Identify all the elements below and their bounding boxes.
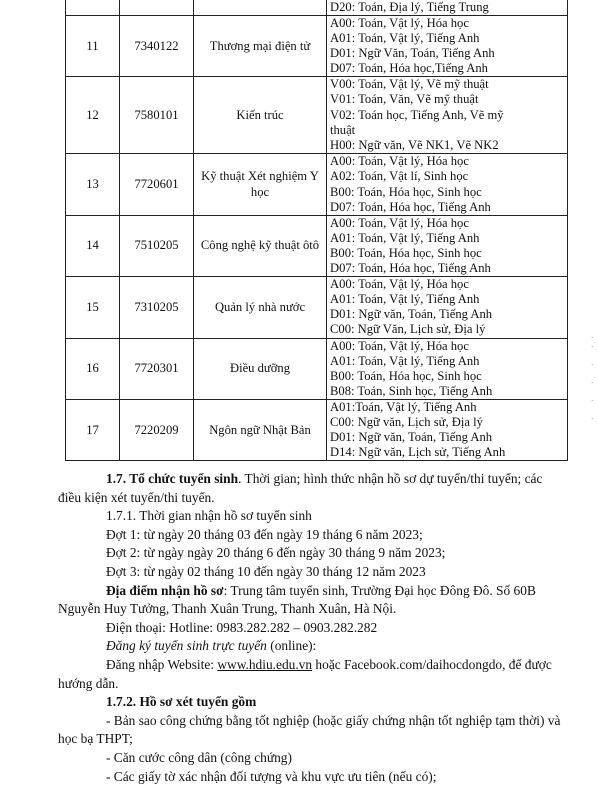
table-row (66, 338, 568, 399)
combination-line: V00: Toán, Vật lý, Vẽ mỹ thuật (330, 77, 567, 92)
major-name-cell: Điều dưỡng (194, 338, 327, 399)
table-row (66, 277, 568, 338)
combination-cell (327, 154, 568, 215)
website-text: hoặc Facebook.com/daihocdongdo, để được (312, 657, 552, 672)
combination-line: A00: Toán, Vật lý, Hóa học (330, 277, 567, 292)
major-name-cell: Quản lý nhà nước (194, 277, 327, 338)
scan-edge-artifact: · · · · · · (591, 334, 597, 424)
combination-line: D01: Ngữ Văn, Toán, Tiếng Anh (330, 46, 567, 61)
combination-cell (327, 215, 568, 276)
table-row (66, 154, 568, 215)
website-link[interactable]: www.hdiu.edu.vn (217, 657, 312, 672)
table-row (66, 215, 568, 276)
table-row (66, 399, 568, 460)
combination-line: V01: Toán, Văn, Vẽ mỹ thuật (330, 92, 567, 107)
stt-cell: 16 (66, 338, 120, 399)
combination-cell (327, 399, 568, 460)
combination-line: A02: Toán, Vật lí, Sinh học (330, 169, 567, 184)
stt-cell: 13 (66, 154, 120, 215)
code-cell: 7720601 (120, 154, 194, 215)
major-name-cell: Thương mại điện tử (194, 16, 327, 77)
major-name-cell: Ngôn ngữ Nhật Bản (194, 399, 327, 460)
stt-cell: 17 (66, 399, 120, 460)
document-item-2: - Căn cước công dân (công chứng) (82, 749, 569, 768)
combination-line: V02: Toán học, Tiếng Anh, Vẽ mỹ (330, 108, 567, 123)
combination-line: A00: Toán, Vật lý, Hóa học (330, 16, 567, 31)
combination-line: D07: Toán, Hóa học, Tiếng Anh (330, 200, 567, 215)
stt-cell: 15 (66, 277, 120, 338)
subsection-heading: 1.7.2. Hồ sơ xét tuyển gồm (106, 694, 256, 709)
combination-line: A00: Toán, Vật lý, Hóa học (330, 339, 567, 354)
combination-cell (327, 277, 568, 338)
website-prefix: Đăng nhập Website: (106, 657, 217, 672)
online-registration (82, 637, 569, 656)
major-name-cell: Công nghệ kỹ thuật ôtô (194, 215, 327, 276)
combination-line: C00: Ngữ Văn, Lịch sử, Địa lý (330, 322, 567, 337)
combination-cell (327, 16, 568, 77)
combination-line: A01:Toán, Vật lý, Tiếng Anh (330, 400, 567, 415)
code-cell: 7310205 (120, 277, 194, 338)
major-name-cell: Kỹ thuật Xét nghiệm Y học (194, 154, 327, 215)
combination-line: D07: Toán, Hóa học,Tiếng Anh (330, 61, 567, 76)
code-cell: 7340122 (120, 16, 194, 77)
period-3: Đợt 3: từ ngày 02 tháng 10 đến ngày 30 tháng 12 năm 2023 (82, 563, 569, 582)
location-text: : Trung tâm tuyển sinh, Trường Đại học Đông Đô. Số 60B (224, 583, 536, 598)
combination-cell (327, 0, 568, 16)
major-name-cell (194, 0, 327, 16)
major-name-cell: Kiến trúc (194, 77, 327, 154)
subsection-title: 1.7.1. Thời gian nhận hồ sơ tuyển sinh (82, 507, 569, 526)
combination-line: B00: Toán, Hóa học, Sinh học (330, 185, 567, 200)
website-continuation: hướng dẫn. (58, 675, 569, 694)
combination-line: thuật (330, 123, 567, 138)
table-row (66, 16, 568, 77)
combination-line: D20: Toán, Địa lý, Tiếng Trung (330, 0, 567, 14)
code-cell: 7220209 (120, 399, 194, 460)
stt-cell: 11 (66, 16, 120, 77)
stt-cell: 14 (66, 215, 120, 276)
period-1: Đợt 1: từ ngày 20 tháng 03 đến ngày 19 tháng 6 năm 2023; (82, 526, 569, 545)
combination-line: B00: Toán, Hóa học, Sinh học (330, 246, 567, 261)
code-cell: 7510205 (120, 215, 194, 276)
combination-line: B08: Toán, Sinh học, Tiếng Anh (330, 384, 567, 399)
combination-line: A01: Toán, Vật lý, Tiếng Anh (330, 31, 567, 46)
combination-line: A00: Toán, Vật lý, Hóa học (330, 154, 567, 169)
website-paragraph (82, 656, 569, 675)
document-item-3: - Các giấy tờ xác nhận đối tượng và khu vực ưu tiên (nếu có); (82, 768, 569, 786)
combination-line: D07: Toán, Hóa học, Tiếng Anh (330, 261, 567, 276)
combination-line: H00: Ngữ văn, Vẽ NK1, Vẽ NK2 (330, 138, 567, 153)
code-cell: 7720301 (120, 338, 194, 399)
table-row (66, 77, 568, 154)
combination-line: D01: Ngữ văn, Toán, Tiếng Anh (330, 307, 567, 322)
admission-organization-section (82, 470, 569, 786)
location-label: Địa điểm nhận hồ sơ (106, 583, 224, 598)
combination-line: C00: Ngữ văn, Lịch sử, Địa lý (330, 415, 567, 430)
table-row-continued (66, 0, 568, 16)
combination-line: A01: Toán, Vật lý, Tiếng Anh (330, 354, 567, 369)
location-continuation: Nguyễn Huy Tưởng, Thanh Xuân Trung, Thanh Xuân, Hà Nội. (58, 600, 569, 619)
combination-line: A01: Toán, Vật lý, Tiếng Anh (330, 292, 567, 307)
code-cell: 7580101 (120, 77, 194, 154)
combination-line: A00: Toán, Vật lý, Hóa học (330, 216, 567, 231)
stt-cell: 12 (66, 77, 120, 154)
combination-line: D01: Ngữ văn, Toán, Tiếng Anh (330, 430, 567, 445)
online-text: (online): (267, 638, 316, 653)
document-item-1: - Bản sao công chứng bằng tốt nghiệp (hoặc giấy chứng nhận tốt nghiệp tạm thời) và (82, 712, 569, 731)
online-label: Đăng ký tuyển sinh trực tuyến (106, 638, 267, 653)
combination-cell (327, 77, 568, 154)
code-cell (120, 0, 194, 16)
combination-cell (327, 338, 568, 399)
admissions-majors-table (65, 0, 568, 461)
combination-line: D14: Ngữ văn, Lịch sử, Tiếng Anh (330, 445, 567, 460)
combination-line: A01: Toán, Vật lý, Tiếng Anh (330, 231, 567, 246)
section-heading-paragraph (82, 470, 569, 489)
location-paragraph (82, 582, 569, 601)
stt-cell (66, 0, 120, 16)
combination-line: B00: Toán, Hóa học, Sinh học (330, 369, 567, 384)
section-heading-text: . Thời gian; hình thức nhận hồ sơ dự tuyển/thi tuyển; các (238, 471, 542, 486)
period-2: Đợt 2: từ ngày ngày 20 tháng 6 đến ngày 30 tháng 9 năm 2023; (82, 544, 569, 563)
hotline: Điện thoại: Hotline: 0983.282.282 – 0903.282.282 (82, 619, 569, 638)
section-heading: 1.7. Tổ chức tuyển sinh (106, 471, 238, 486)
subsection-title-2 (82, 693, 569, 712)
document-item-1-continuation: học bạ THPT; (58, 730, 569, 749)
section-heading-continuation: điều kiện xét tuyển/thi tuyển. (58, 489, 569, 508)
